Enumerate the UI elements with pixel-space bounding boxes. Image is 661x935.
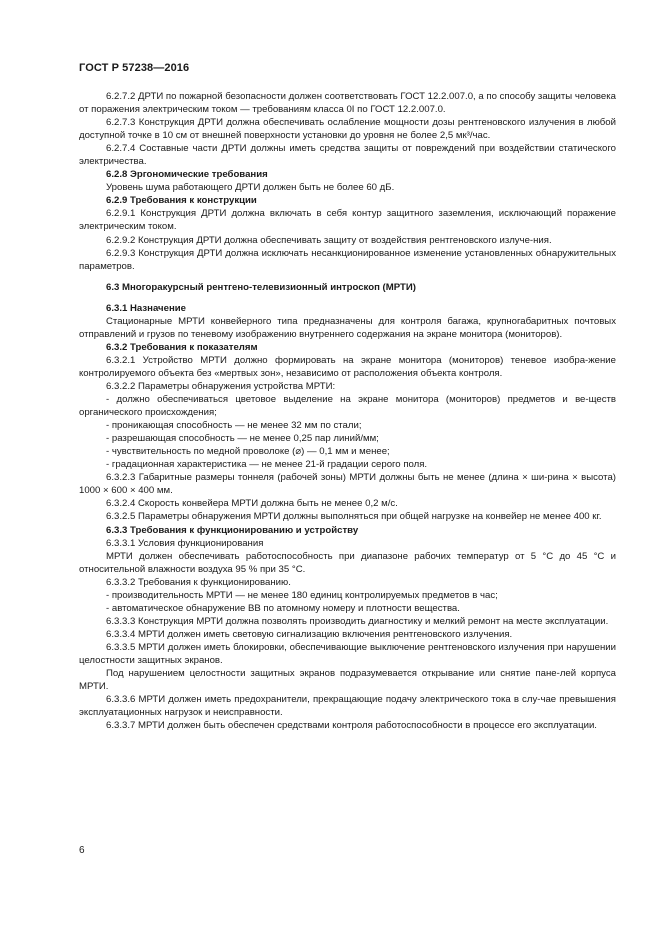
document-body	[79, 90, 616, 732]
page-number: 6	[79, 845, 85, 856]
paragraph: 6.2.7.2 ДРТИ по пожарной безопасности должен соответствовать ГОСТ 12.2.007.0, а по способу защиты человека от поражения электрическим током — требованиям класса 0I по ГОСТ 12.2.007.0.	[79, 91, 616, 116]
paragraph: Стационарные МРТИ конвейерного типа предназначены для контроля багажа, крупногабаритных почтовых отправлений и грузов по теневому изображению внутреннего содержания на экране монитора (мониторов).	[79, 315, 616, 340]
paragraph: 6.3.3.2 Требования к функционированию.	[106, 576, 291, 588]
paragraph: 6.3.2.3 Габаритные размеры тоннеля (рабочей зоны) МРТИ должны быть не менее (длина × ши-рина × высота) 1000 × 600 × 400 мм.	[79, 472, 616, 497]
section-heading: 6.2.8 Эргономические требования	[106, 169, 268, 181]
paragraph: 6.3.2.4 Скорость конвейера МРТИ должна быть не менее 0,2 м/с.	[106, 498, 398, 510]
list-item: - разрешающая способность — не менее 0,25 пар линий/мм;	[106, 433, 379, 445]
list-item: - проникающая способность — не менее 32 мм по стали;	[106, 420, 362, 432]
section-heading: 6.2.9 Требования к конструкции	[106, 195, 257, 207]
list-item: - производительность МРТИ — не менее 180 единиц контролируемых предметов в час;	[106, 589, 498, 601]
section-heading: 6.3 Многоракурсный рентгено-телевизионный интроскоп (МРТИ)	[106, 281, 416, 293]
list-item: - чувствительность по медной проволоке (⌀) — 0,1 мм и менее;	[106, 446, 390, 458]
document-header: ГОСТ Р 57238—2016	[79, 62, 190, 74]
paragraph: 6.3.2.2 Параметры обнаружения устройства МРТИ:	[106, 380, 336, 392]
list-item: - автоматическое обнаружение ВВ по атомному номеру и плотности вещества.	[106, 602, 460, 614]
paragraph: МРТИ должен обеспечивать работоспособность при диапазоне рабочих температур от 5 °C до 45 °C и относительной влажности воздуха 95 % при 35 °C.	[79, 550, 616, 575]
paragraph: 6.2.7.3 Конструкция ДРТИ должна обеспечивать ослабление мощности дозы рентгеновского излучения в любой доступной точке в 10 см от внешней поверхности установки до уровня не более 2,5 мк³/час.	[79, 117, 616, 142]
paragraph: Под нарушением целостности защитных экранов подразумевается открывание или снятие пане-лей корпуса МРТИ.	[79, 668, 616, 693]
paragraph: 6.3.2.5 Параметры обнаружения МРТИ должны выполняться при общей нагрузке на конвейер не менее 400 кг.	[106, 511, 602, 523]
section-heading: 6.3.2 Требования к показателям	[106, 341, 258, 353]
paragraph: 6.2.9.2 Конструкция ДРТИ должна обеспечивать защиту от воздействия рентгеновского излуче-ния.	[106, 234, 552, 246]
list-item: - градационная характеристика — не менее 21-й градации серого поля.	[106, 459, 428, 471]
list-item: - должно обеспечиваться цветовое выделение на экране монитора (мониторов) предметов и ве-ществ органического происхождения;	[79, 394, 616, 419]
paragraph: 6.3.2.1 Устройство МРТИ должно формировать на экране монитора (мониторов) теневое изобра-жение контролируемого объекта без «мертвых зон», независимо от расположения объекта контроля.	[79, 354, 616, 379]
paragraph: 6.3.3.6 МРТИ должен иметь предохранители, прекращающие подачу электрического тока в слу-чае превышения эксплуатационных нагрузок и неисправности.	[79, 694, 616, 719]
paragraph: 6.2.9.1 Конструкция ДРТИ должна включать в себя контур защитного заземления, исключающий поражение электрическим током.	[79, 208, 616, 233]
paragraph: 6.2.9.3 Конструкция ДРТИ должна исключать несанкционированное изменение установленных обнаружительных параметров.	[79, 247, 616, 272]
paragraph: 6.3.3.1 Условия функционирования	[106, 537, 264, 549]
paragraph: Уровень шума работающего ДРТИ должен быть не более 60 дБ.	[106, 182, 395, 194]
paragraph: 6.3.3.3 Конструкция МРТИ должна позволять производить диагностику и мелкий ремонт на месте эксплуатации.	[106, 615, 609, 627]
paragraph: 6.3.3.7 МРТИ должен быть обеспечен средствами контроля работоспособности в процессе его эксплуатации.	[106, 720, 597, 732]
section-heading: 6.3.1 Назначение	[106, 302, 186, 314]
paragraph: 6.3.3.4 МРТИ должен иметь световую сигнализацию включения рентгеновского излучения.	[106, 628, 513, 640]
section-heading: 6.3.3 Требования к функционированию и устройству	[106, 524, 359, 536]
paragraph: 6.2.7.4 Составные части ДРТИ должны иметь средства защиты от повреждений при воздействии статического электричества.	[79, 143, 616, 168]
paragraph: 6.3.3.5 МРТИ должен иметь блокировки, обеспечивающие выключение рентгеновского излучения при нарушении целостности защитных экранов.	[79, 641, 616, 666]
